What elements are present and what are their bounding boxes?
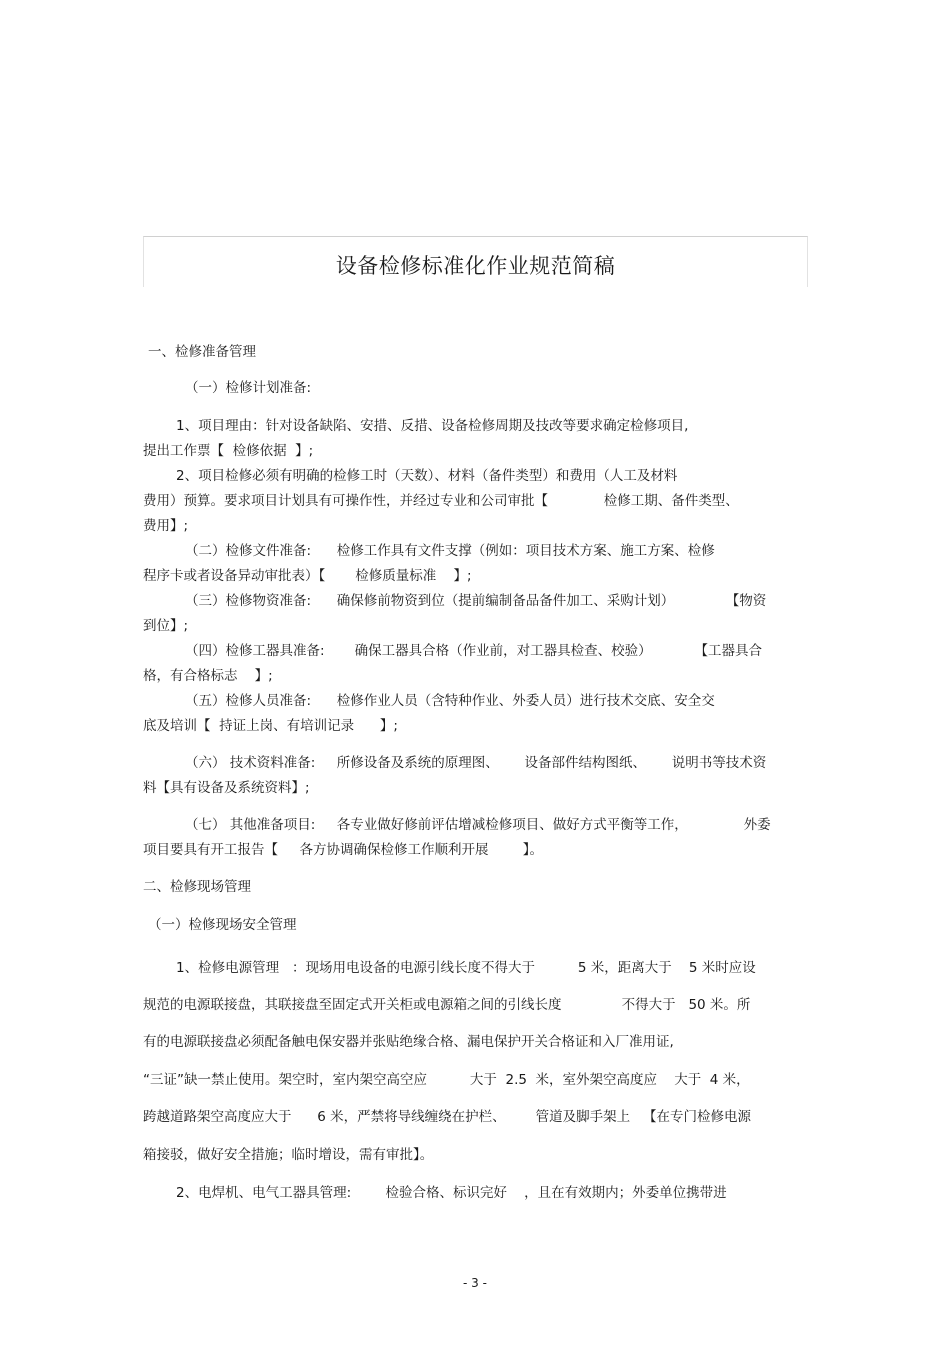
paragraph-line: 跨越道路架空高度应大于 6 米，严禁将导线缠绕在护栏、 管道及脚手架上 【在专门检修电源 xyxy=(143,1109,752,1125)
paragraph-line: 格，有合格标志 】; xyxy=(143,668,273,684)
document-title: 设备检修标准化作业规范简稿 xyxy=(335,254,616,278)
paragraph-line: 费用）预算。要求项目计划具有可操作性，并经过专业和公司审批【 检修工期、备件类型、 xyxy=(143,493,739,509)
paragraph-line: “三证”缺一禁止使用。架空时，室内架空高空应 大于 2.5 米，室外架空高度应 大于 4 米， xyxy=(143,1072,750,1088)
subsection-heading: （一）检修计划准备: xyxy=(185,380,312,396)
paragraph-line: 费用】; xyxy=(143,518,189,534)
paragraph-line: （七） 其他准备项目: 各专业做好修前评估增减检修项目、做好方式平衡等工作， 外委 xyxy=(185,817,771,833)
paragraph-line: 项目要具有开工报告【 各方协调确保检修工作顺利开展 】。 xyxy=(143,842,544,858)
paragraph-line: 1、检修电源管理 ：现场用电设备的电源引线长度不得大于 5 米，距离大于 5 米时应设 xyxy=(176,960,756,976)
paragraph-line: 料【具有设备及系统资料】; xyxy=(143,780,310,796)
paragraph-line: 底及培训【 持证上岗、有培训记录 】; xyxy=(143,718,398,734)
paragraph-line: （四）检修工器具准备: 确保工器具合格（作业前，对工器具检查、校验） 【工器具合 xyxy=(185,643,762,659)
section-heading: 二、检修现场管理 xyxy=(143,879,251,895)
paragraph-line: （三）检修物资准备: 确保修前物资到位（提前编制备品备件加工、采购计划） 【物资 xyxy=(185,593,767,609)
subsection-heading: （一）检修现场安全管理 xyxy=(148,917,297,933)
paragraph-line: （六） 技术资料准备: 所修设备及系统的原理图、 设备部件结构图纸、 说明书等技术资 xyxy=(185,755,767,771)
paragraph-line: 有的电源联接盘必须配备触电保安器并张贴绝缘合格、漏电保护开关合格证和入厂准用证, xyxy=(143,1034,674,1050)
paragraph-line: 规范的电源联接盘，其联接盘至固定式开关柜或电源箱之间的引线长度 不得大于 50 米。所 xyxy=(143,997,751,1013)
paragraph-line: （五）检修人员准备: 检修作业人员（含特种作业、外委人员）进行技术交底、安全交 xyxy=(185,693,715,709)
page-number: - 3 - xyxy=(463,1276,487,1290)
paragraph-line: 2、电焊机、电气工器具管理: 检验合格、标识完好 ，且在有效期内；外委单位携带进 xyxy=(176,1185,727,1201)
paragraph-line: 到位】; xyxy=(143,618,189,634)
paragraph-line: 箱接驳，做好安全措施；临时增设，需有审批】。 xyxy=(143,1147,434,1163)
paragraph-line: 2、项目检修必须有明确的检修工时（天数）、材料（备件类型）和费用（人工及材料 xyxy=(176,468,678,484)
paragraph-line: （二）检修文件准备: 检修工作具有文件支撑（例如：项目技术方案、施工方案、检修 xyxy=(185,543,715,559)
title-frame xyxy=(143,236,808,287)
section-heading: 一、检修准备管理 xyxy=(148,344,256,360)
paragraph-line: 提出工作票【 检修依据 】; xyxy=(143,443,314,459)
paragraph-line: 1、项目理由：针对设备缺陷、安措、反措、设备检修周期及技改等要求确定检修项目, xyxy=(176,418,689,434)
paragraph-line: 程序卡或者设备异动审批表）【 检修质量标准 】; xyxy=(143,568,472,584)
